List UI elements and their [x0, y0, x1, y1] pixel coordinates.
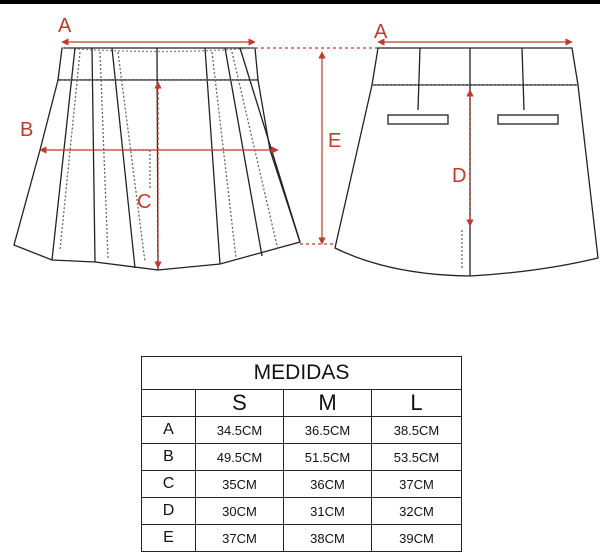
table-row: [142, 417, 462, 444]
label-a-front: A: [58, 15, 72, 37]
cell-s: 35CM: [196, 471, 284, 498]
cell-s: 49.5CM: [196, 444, 284, 471]
cell-l: 38.5CM: [372, 417, 462, 444]
label-a-back: A: [374, 21, 388, 43]
cell-m: 38CM: [284, 525, 372, 552]
row-key: C: [142, 471, 196, 498]
row-key: E: [142, 525, 196, 552]
cell-l: 53.5CM: [372, 444, 462, 471]
cell-l: 39CM: [372, 525, 462, 552]
cell-l: 32CM: [372, 498, 462, 525]
cell-l: 37CM: [372, 471, 462, 498]
cell-s: 37CM: [196, 525, 284, 552]
front-skirt-drawing: [14, 48, 300, 270]
table-row: [142, 444, 462, 471]
table-row: [142, 525, 462, 552]
label-c: C: [137, 191, 152, 213]
cell-m: 31CM: [284, 498, 372, 525]
table-corner: [142, 390, 196, 417]
cell-m: 51.5CM: [284, 444, 372, 471]
cell-m: 36.5CM: [284, 417, 372, 444]
back-skirt-drawing: [335, 48, 598, 276]
size-header-s: S: [196, 390, 284, 417]
size-table: [141, 356, 462, 552]
row-key: A: [142, 417, 196, 444]
size-header-l: L: [372, 390, 462, 417]
table-row: [142, 471, 462, 498]
cell-s: 30CM: [196, 498, 284, 525]
table-title: MEDIDAS: [142, 357, 462, 390]
label-e: E: [328, 130, 342, 152]
cell-s: 34.5CM: [196, 417, 284, 444]
table-row: [142, 498, 462, 525]
cell-m: 36CM: [284, 471, 372, 498]
row-key: B: [142, 444, 196, 471]
size-header-m: M: [284, 390, 372, 417]
label-b: B: [20, 119, 34, 141]
row-key: D: [142, 498, 196, 525]
label-d: D: [452, 165, 467, 187]
